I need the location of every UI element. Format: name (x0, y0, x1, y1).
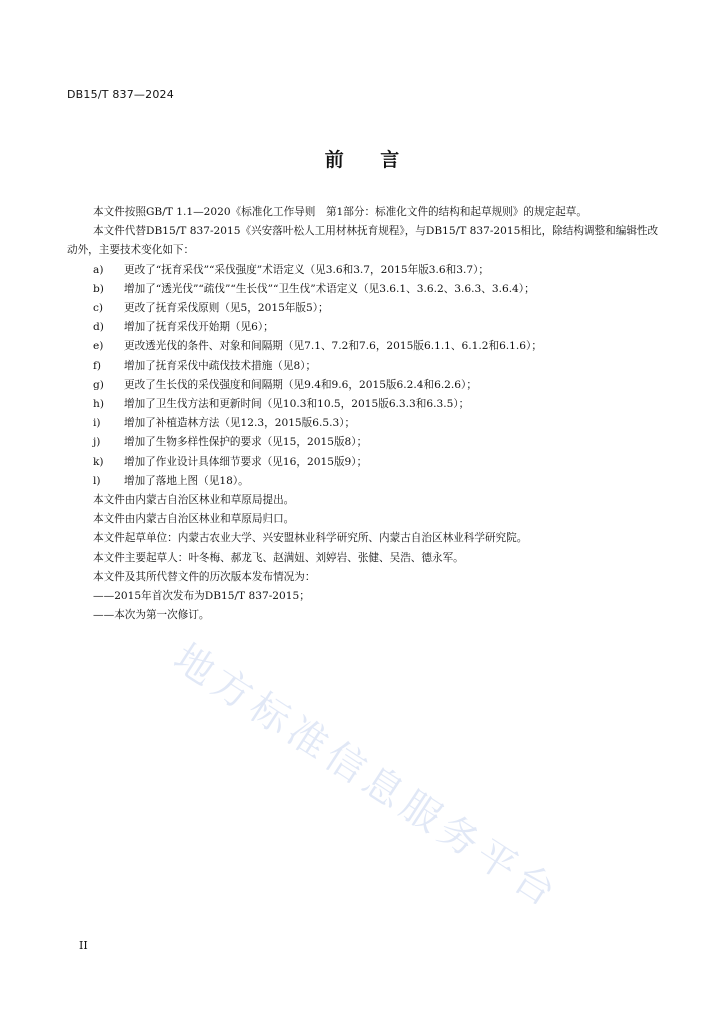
list-item (67, 357, 661, 376)
list-item (67, 280, 661, 299)
list-item-text: 增加了补植造林方法（见12.3，2015版6.5.3）； (124, 417, 356, 430)
statement-drafters: 本文件主要起草人：叶冬梅、郝龙飞、赵满妞、刘婷岩、张健、吴浩、德永军。 (93, 551, 464, 564)
list-item (67, 299, 661, 318)
list-item (67, 433, 661, 452)
list-item (67, 337, 661, 356)
list-item-label: g) (93, 378, 104, 391)
page-number: II (79, 939, 88, 952)
list-item-text: 更改了生长伐的采伐强度和间隔期（见9.4和9.6，2015版6.2.4和6.2.6）； (124, 378, 477, 391)
changes-list (67, 261, 661, 491)
list-item-label: h) (93, 398, 104, 411)
list-item-label: a) (93, 263, 104, 276)
list-item (67, 414, 661, 433)
paragraph-replacement: 本文件代替DB15/T 837-2015《兴安落叶松人工用材林抚育规程》，与DB15/T 837-2015相比，除结构调整和编辑性改动外，主要技术变化如下： (67, 225, 659, 257)
watermark-text: 地方标准信息服务平台 (165, 635, 568, 919)
statement-history-intro: 本文件及其所代替文件的历次版本发布情况为： (93, 570, 316, 583)
list-item-label: c) (93, 302, 104, 315)
list-item (67, 376, 661, 395)
list-item-label: d) (93, 321, 104, 334)
document-code: DB15/T 837—2024 (67, 88, 174, 101)
list-item-label: f) (93, 359, 102, 372)
list-item-text: 增加了作业设计具体细节要求（见16，2015版9）； (124, 455, 368, 468)
list-item (67, 395, 661, 414)
history-item: ——2015年首次发布为DB15/T 837-2015； (93, 590, 310, 603)
list-item-text: 增加了生物多样性保护的要求（见15，2015版8）； (124, 436, 368, 449)
list-item-label: j) (93, 436, 101, 449)
statement-drafting-units: 本文件起草单位：内蒙古农业大学、兴安盟林业科学研究所、内蒙古自治区林业科学研究院。 (93, 532, 528, 545)
list-item-text: 增加了落地上图（见18）。 (124, 474, 249, 487)
page-title: 前 言 (324, 149, 400, 171)
paragraph-drafting-rules: 本文件按照GB/T 1.1—2020《标准化工作导则 第1部分：标准化文件的结构和起草规则》的规定起草。 (93, 206, 587, 218)
statement-managed: 本文件由内蒙古自治区林业和草原局归口。 (93, 513, 295, 526)
list-item-label: k) (93, 455, 104, 468)
list-item (67, 261, 661, 280)
list-item-label: l) (93, 474, 101, 487)
list-item-text: 更改了抚育采伐原则（见5，2015年版5）； (124, 302, 329, 315)
document-body (67, 203, 661, 625)
list-item-text: 增加了抚育采伐中疏伐技术措施（见8）； (124, 359, 317, 372)
list-item-text: 增加了卫生伐方法和更新时间（见10.3和10.5，2015版6.3.3和6.3.5）； (124, 398, 470, 411)
list-item-label: b) (93, 282, 104, 295)
list-item (67, 318, 661, 337)
list-item-text: 更改透光伐的条件、对象和间隔期（见7.1、7.2和7.6，2015版6.1.1、6.1.2和6.1.6）； (124, 340, 542, 353)
list-item-label: e) (93, 340, 104, 353)
list-item (67, 453, 661, 472)
history-item: ——本次为第一次修订。 (93, 609, 210, 622)
list-item-label: i) (93, 417, 101, 430)
list-item-text: 增加了“透光伐”“疏伐”“生长伐”“卫生伐”术语定义（见3.6.1、3.6.2、3.6.3、3.6.4）； (124, 282, 535, 295)
statement-proposed: 本文件由内蒙古自治区林业和草原局提出。 (93, 494, 295, 507)
list-item-text: 增加了抚育采伐开始期（见6）； (124, 321, 274, 334)
list-item (67, 472, 661, 491)
list-item-text: 更改了“抚育采伐”“采伐强度”术语定义（见3.6和3.7，2015年版3.6和3.7）； (124, 263, 489, 276)
